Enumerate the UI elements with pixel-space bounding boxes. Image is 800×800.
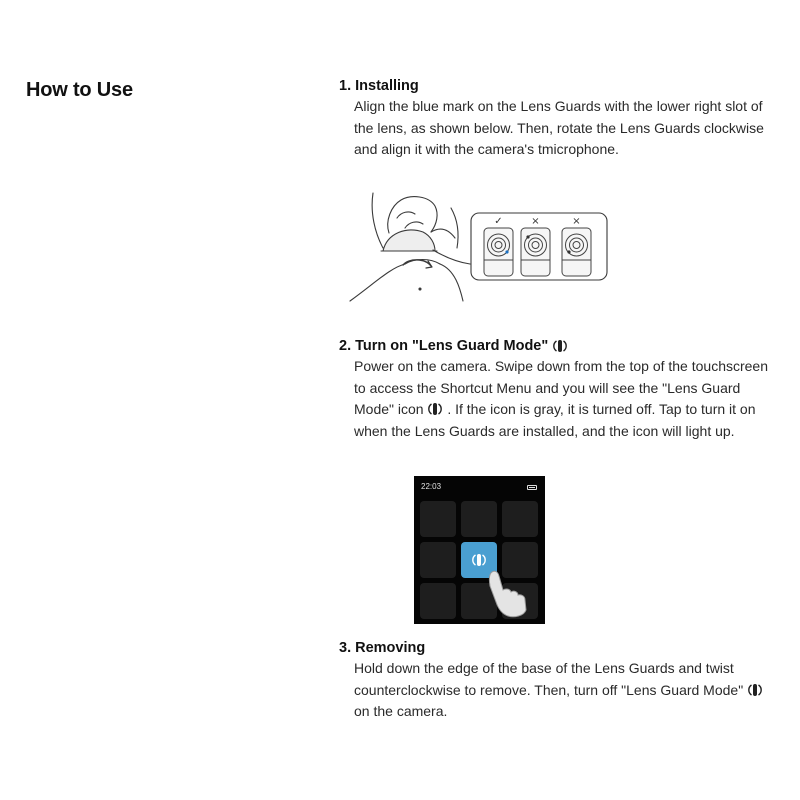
step-removing [339, 638, 779, 723]
step-body-text: on the camera. [354, 703, 448, 719]
tapping-finger-icon [484, 568, 534, 618]
lens-guard-dome [383, 230, 435, 251]
step-body-text: Hold down the edge of the base of the Lens Guards and twist counterclockwise to remove. Then, turn off "Lens Guard Mode" [354, 660, 744, 698]
step-body-text: . If the icon is gray, it is turned off. Tap to turn it on when the Lens Guards are installed, and the icon will light up. [354, 401, 756, 439]
shortcut-tile[interactable] [461, 501, 497, 537]
shortcut-tile[interactable] [420, 542, 456, 578]
battery-icon [527, 485, 537, 490]
step-body [339, 356, 769, 442]
wrong-mark: × [531, 216, 540, 227]
shortcut-tile[interactable] [420, 501, 456, 537]
step-body [339, 658, 769, 723]
camera-touchscreen [414, 476, 545, 624]
screen-time: 22:03 [421, 482, 442, 491]
step-heading-text: 2. Turn on "Lens Guard Mode" [339, 338, 549, 354]
step-heading: 3. Removing [339, 640, 426, 656]
step-heading: 1. Installing [339, 78, 419, 94]
step-body-text: Power on the camera. Swipe down from the top of the touchscreen to access the Shortcut Menu and you will see the "Lens Guard Mode" icon [354, 358, 769, 417]
installation-illustration [345, 188, 610, 306]
page-title: How to Use [26, 79, 133, 101]
camera-body-outline [350, 264, 405, 301]
lens-guard-mode-icon [471, 552, 487, 568]
shortcut-tile[interactable] [502, 501, 538, 537]
step-turn-on-lens-guard-mode [339, 336, 779, 442]
step-installing [339, 76, 779, 161]
lens-guard-mode-icon [552, 338, 568, 354]
wrong-mark: × [572, 216, 581, 227]
lens-guard-mode-icon [427, 401, 443, 417]
lens-guard-mode-icon [747, 682, 763, 698]
step-heading [339, 336, 779, 356]
step-body: Align the blue mark on the Lens Guards with the lower right slot of the lens, as shown below. Then, rotate the Lens Guards clockwise and align it with the camera's tmicrophone. [354, 98, 764, 157]
shortcut-tile[interactable] [420, 583, 456, 619]
correct-mark: ✓ [494, 216, 503, 227]
